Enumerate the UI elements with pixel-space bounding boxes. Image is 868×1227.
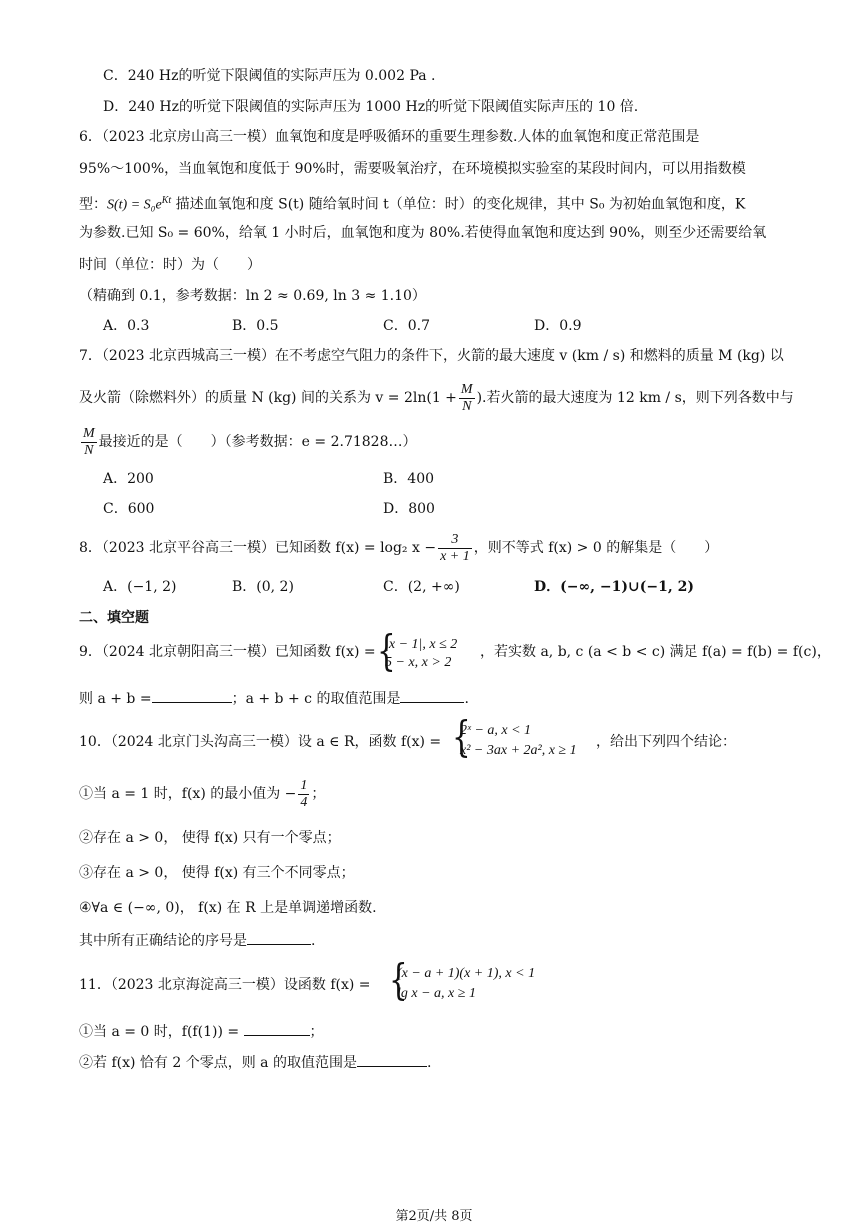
q9-stem-line2: 则 a + b = ；a + b + c 的取值范围是 . — [79, 688, 469, 709]
q11-stem: 11．（2023 北京海淀高三一模）设函数 f(x) = — [79, 977, 371, 993]
q7-option-c: C．600 — [103, 501, 155, 517]
q7-stem-line3: $\frac{M}{N}$ 最接近的是（ ）（参考数据：e = 2.71828…） — [83, 425, 417, 458]
q6-stem-line2: 95%～100%，当血氧饱和度低于 90%时，需要吸氧治疗，在环境模拟实验室的某段时间内，可以用指数模 — [79, 161, 746, 177]
q9-stem-line1-cont: ，若实数 a, b, c (a < b < c) 满足 f(a) = f(b) = f(c)， — [480, 644, 831, 660]
q11-piecewise: { (x − a + 1)(x + 1), x < 1 lg x − a, x ≥ 1 — [389, 955, 536, 1004]
q9-piecewise: { |x − 1|, x ≤ 2 5 − x, x > 2 — [377, 626, 458, 675]
page-footer: 第2页/共 8页 — [395, 1209, 473, 1224]
q10-statement-4: ④∀a ∈ (−∞, 0)， f(x) 在 R 上是单调递增函数. — [79, 900, 377, 916]
q6-stem-line5: 时间（单位：时）为（ ） — [79, 257, 261, 273]
q7-option-a: A．200 — [103, 471, 154, 487]
q6-option-c: C．0.7 — [383, 318, 430, 334]
q10-piecewise: { 2ˣ − a, x < 1 x² − 3ax + 2a², x ≥ 1 — [452, 712, 577, 761]
q5-option-c: C．240 Hz的听觉下限阈值的实际声压为 0.002 Pa . — [103, 68, 436, 84]
q8-option-b: B．(0, 2) — [232, 579, 294, 595]
q6-option-d: D．0.9 — [534, 318, 582, 334]
q7-stem-line2: 及火箭（除燃料外）的质量 N (kg) 间的关系为 v = 2ln(1 + $\frac{M}{N}$ ).若火箭的最大速度为 12 km / s，则下列各数中与 — [79, 381, 794, 414]
q10-statement-1: ①当 a = 1 时，f(x) 的最小值为 − $\frac{1}{4}$ ； — [79, 777, 326, 810]
q8-stem: 8．（2023 北京平谷高三一模）已知函数 f(x) = log₂ x − $\frac{3}{x + 1}$ ，则不等式 f(x) > 0 的解集是（ ） — [79, 531, 719, 564]
q10-question: 其中所有正确结论的序号是 . — [79, 930, 315, 951]
q7-stem-line1: 7．（2023 北京西城高三一模）在不考虑空气阻力的条件下，火箭的最大速度 v (km / s) 和燃料的质量 M (kg) 以 — [79, 348, 784, 364]
q7-option-d: D．800 — [383, 501, 435, 517]
q6-option-a: A．0.3 — [103, 318, 150, 334]
q11-statement-2: ②若 f(x) 恰有 2 个零点，则 a 的取值范围是 . — [79, 1052, 431, 1073]
q6-reference-data: （精确到 0.1，参考数据：ln 2 ≈ 0.69, ln 3 ≈ 1.10） — [79, 288, 426, 304]
q8-option-a: A．(−1, 2) — [103, 579, 177, 595]
q8-option-c: C．(2, +∞) — [383, 579, 460, 595]
q8-option-d: D．(−∞, −1)∪(−1, 2) — [534, 579, 694, 595]
q10-statement-3: ③存在 a > 0， 使得 f(x) 有三个不同零点； — [79, 865, 355, 881]
q5-option-d: D．240 Hz的听觉下限阈值的实际声压为 1000 Hz的听觉下限阈值实际声压的 10 倍. — [103, 99, 639, 115]
q6-stem-line4: 为参数.已知 S₀ = 60%，给氧 1 小时后，血氧饱和度为 80%.若使得血氧饱和度达到 90%，则至少还需要给氧 — [79, 225, 767, 241]
q9-stem-line1: 9．（2024 北京朝阳高三一模）已知函数 f(x) = — [79, 644, 376, 660]
section-heading-fill-in: 二、填空题 — [79, 610, 149, 626]
q7-option-b: B．400 — [383, 471, 435, 487]
q10-stem-line1: 10．（2024 北京门头沟高三一模）设 a ∈ R，函数 f(x) = — [79, 734, 442, 750]
q10-statement-2: ②存在 a > 0， 使得 f(x) 只有一个零点； — [79, 830, 341, 846]
q6-option-b: B．0.5 — [232, 318, 279, 334]
q10-stem-line1-cont: ，给出下列四个结论： — [596, 734, 736, 750]
q6-stem-line1: 6．（2023 北京房山高三一模）血氧饱和度是呼吸循环的重要生理参数.人体的血氧饱和度正常范围是 — [79, 129, 700, 145]
q6-stem-line3: 型：$S(t) = S_0e^{Kt}$ 描述血氧饱和度 S(t) 随给氧时间 t（单位：时）的变化规律，其中 S₀ 为初始血氧饱和度，K — [79, 195, 746, 213]
q11-statement-1: ①当 a = 0 时，f(f(1)) = ； — [79, 1021, 324, 1042]
